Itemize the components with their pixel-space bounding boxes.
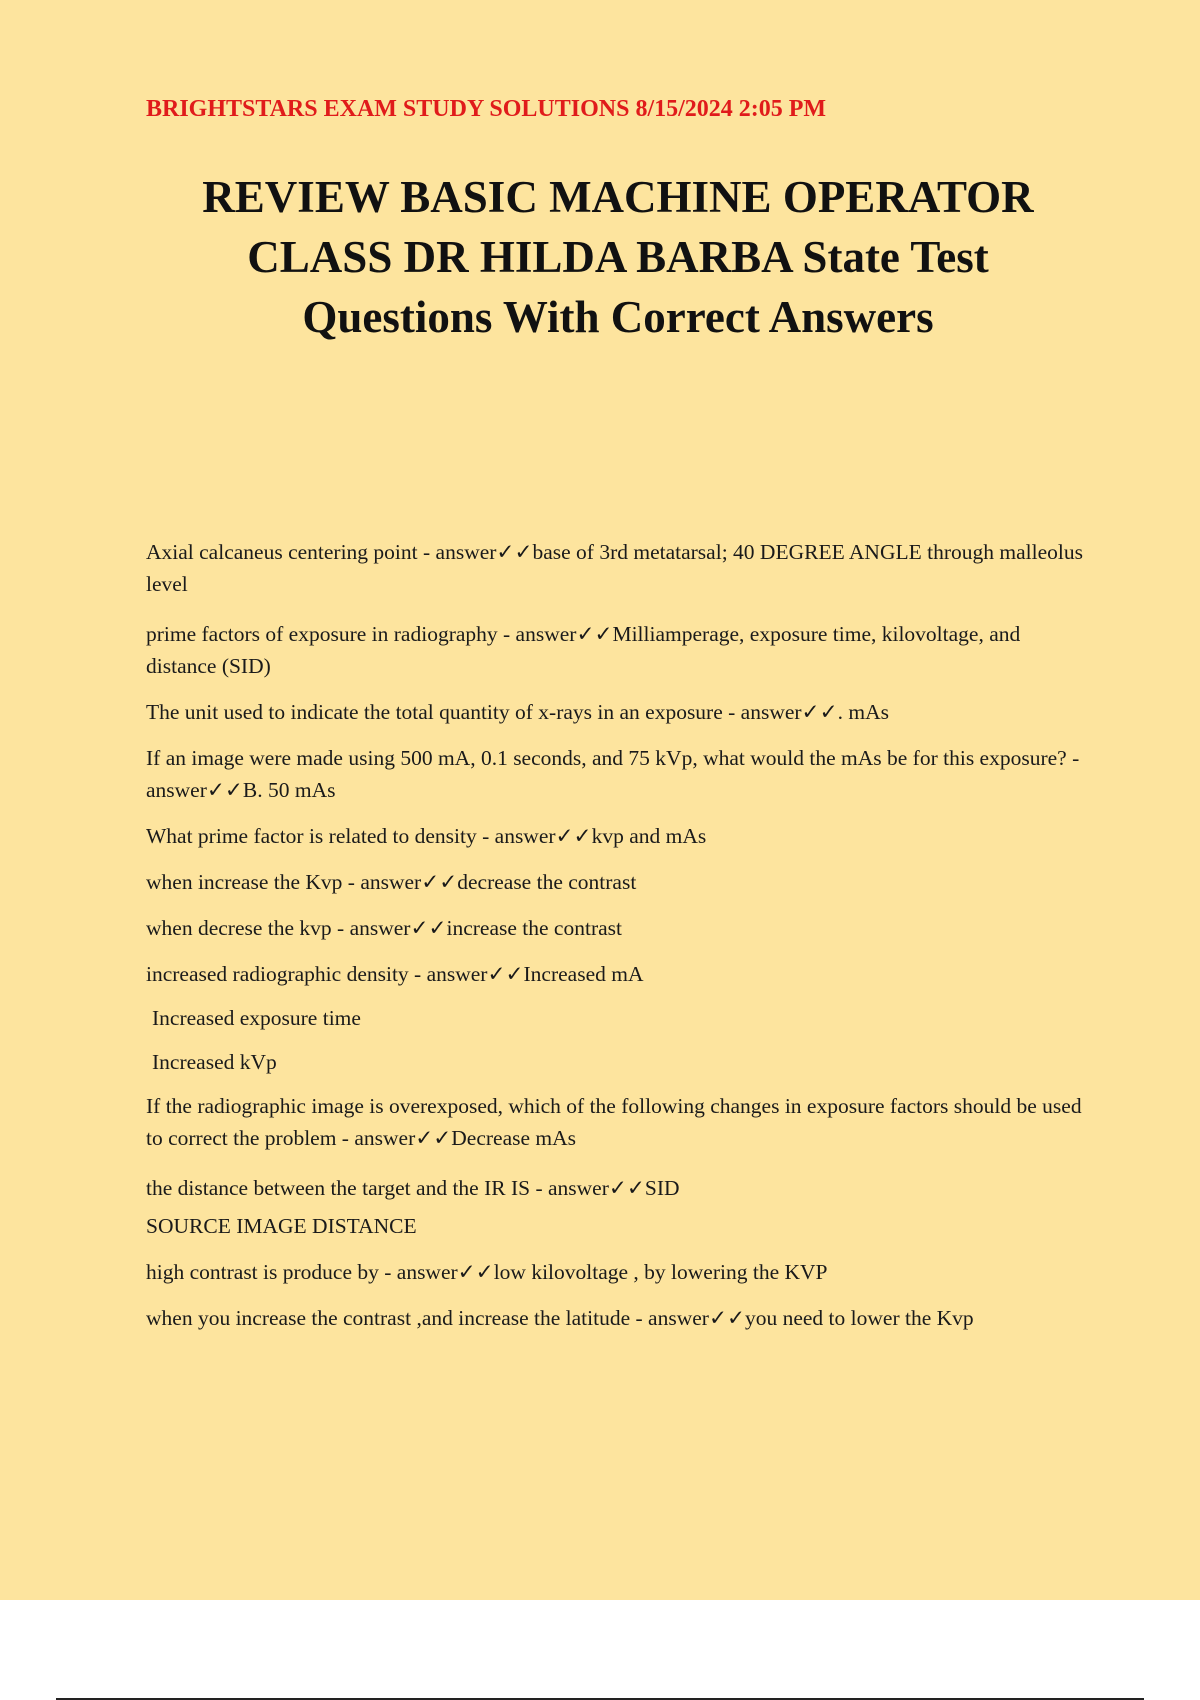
qa-item: when increase the Kvp - answer✓✓decrease the contrast — [146, 870, 637, 894]
qa-item: What prime factor is related to density - answer✓✓kvp and mAs — [146, 824, 707, 848]
qa-item: prime factors of exposure in radiography - answer✓✓Milliamperage, exposure time, kilovoltage, and distance (SID) — [146, 622, 1021, 678]
qa-item-continuation: SOURCE IMAGE DISTANCE — [146, 1214, 417, 1238]
document-title — [100, 167, 1136, 347]
qa-item-continuation: Increased kVp — [152, 1050, 277, 1074]
qa-item: increased radiographic density - answer✓✓Increased mA — [146, 962, 644, 986]
qa-item: when you increase the contrast ,and increase the latitude - answer✓✓you need to lower the Kvp — [146, 1306, 974, 1330]
title-line-1: REVIEW BASIC MACHINE OPERATOR — [202, 172, 1034, 222]
document-header: BRIGHTSTARS EXAM STUDY SOLUTIONS 8/15/2024 2:05 PM — [146, 96, 827, 122]
title-line-2: CLASS DR HILDA BARBA State Test — [247, 232, 989, 282]
qa-list — [146, 536, 1096, 1334]
qa-item: when decrese the kvp - answer✓✓increase the contrast — [146, 916, 622, 940]
qa-item: high contrast is produce by - answer✓✓low kilovoltage , by lowering the KVP — [146, 1260, 828, 1284]
qa-item: the distance between the target and the IR IS - answer✓✓SID — [146, 1176, 680, 1200]
qa-item-continuation: Increased exposure time — [152, 1006, 361, 1030]
title-line-3: Questions With Correct Answers — [302, 292, 934, 342]
qa-item: If an image were made using 500 mA, 0.1 seconds, and 75 kVp, what would the mAs be for this exposure? - answer✓✓B. 50 mAs — [146, 746, 1080, 802]
qa-item: If the radiographic image is overexposed, which of the following changes in exposure factors should be used to correct the problem - answer✓✓Decrease mAs — [146, 1094, 1082, 1150]
qa-item: The unit used to indicate the total quantity of x-rays in an exposure - answer✓✓. mAs — [146, 700, 889, 724]
qa-item: Axial calcaneus centering point - answer✓✓base of 3rd metatarsal; 40 DEGREE ANGLE through malleolus level — [146, 540, 1083, 596]
